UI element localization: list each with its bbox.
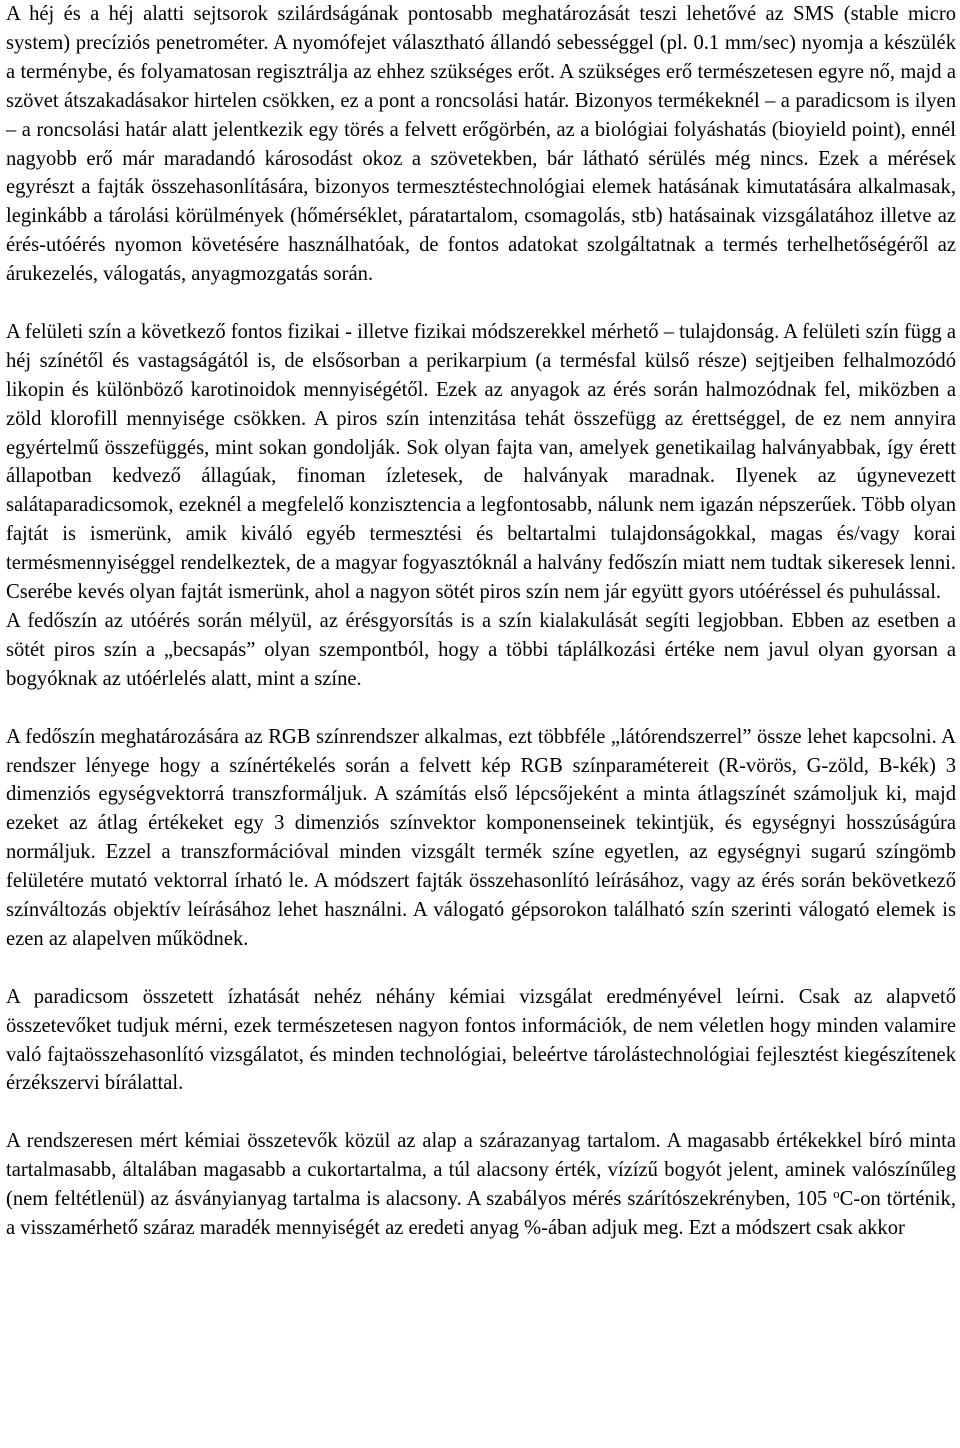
paragraph-dry-matter	[6, 1127, 956, 1243]
degree-superscript: o	[833, 1186, 840, 1202]
paragraph-penetrometer: A héj és a héj alatti sejtsorok szilárdságának pontosabb meghatározását teszi lehetővé az SMS (stable micro system) precíziós penetrométer. A nyomófejet választható állandó sebességgel (pl. 0.1 mm/sec) nyomja a készülék a terménybe, és folyamatosan regisztrálja az ehhez szükséges erőt. A szükséges erő természetesen egyre nő, majd a szövet átszakadásakor hirtelen csökken, ez a pont a roncsolási határ. Bizonyos termékeknél – a paradicsom is ilyen – a roncsolási határ alatt jelentkezik egy törés a felvett erőgörbén, az a biológiai folyáshatás (bioyield point), ennél nagyobb erő már maradandó károsodást okoz a szövetekben, bár látható sérülés még nincs. Ezek a mérések egyrészt a fajták összehasonlítására, bizonyos termesztéstechnológiai elemek hatásának kimutatására alkalmasak, leginkább a tárolási körülmények (hőmérséklet, páratartalom, csomagolás, stb) hatásainak vizsgálatához illetve az érés-utóérés nyomon követésére használhatóak, de fontos adatokat szolgáltatnak a termés terhelhetőségéről az árukezelés, válogatás, anyagmozgatás során.	[6, 3, 956, 286]
document-page	[6, 0, 956, 1243]
paragraph-gap	[6, 1098, 956, 1127]
paragraph-ripening-color: A fedőszín az utóérés során mélyül, az érésgyorsítás is a szín kialakulását segíti legjobban. Ebben az esetben a sötét piros szín a „becsapás” olyan szempontból, hogy a többi táplálkozási értéke nem javul olyan gyorsan a bogyóknak az utóérlelés alatt, mint a színe.	[6, 610, 956, 690]
paragraph-gap	[6, 694, 956, 723]
dry-matter-text-end: C-on történik, a visszamérhető száraz maradék mennyiségét az eredeti anyag %-ában adjuk meg. Ezt a módszert csak akkor	[6, 1188, 956, 1239]
paragraph-gap	[6, 289, 956, 318]
paragraph-rgb-method: A fedőszín meghatározására az RGB színrendszer alkalmas, ezt többféle „látórendszerrel” össze lehet kapcsolni. A rendszer lényege hogy a színértékelés során a felvett kép RGB színparamétereit (R-vörös, G-zöld, B-kék) 3 dimenziós egységvektorrá transzformáljuk. A számítás első lépcsőjeként a minta átlagszínét számoljuk ki, majd ezeket az átlag értékeket egy 3 dimenziós színvektor komponenseinek tekintjük, és egységnyi hosszúságúra normáljuk. Ezzel a transzformációval minden vizsgált termék színe egyetlen, az egységnyi sugarú színgömb felületére mutató vektorral írható le. A módszert fajták összehasonlító leírásához, vagy az érés során bekövetkező színváltozás objektív leírásához lehet használni. A válogató gépsorokon található szín szerinti válogató elemek is ezen az alapelven működnek.	[6, 725, 956, 950]
paragraph-surface-color: A felületi szín a következő fontos fizikai - illetve fizikai módszerekkel mérhető – tulajdonság. A felületi szín függ a héj színétől és vastagságától is, de elsősorban a perikarpium (a termésfal külső része) sejtjeiben felhalmozódó likopin és különböző karotinoidok mennyiségétől. Ezek az anyagok az érés során halmozódnak fel, miközben a zöld klorofill mennyisége csökken. A piros szín intenzitása tehát összefügg az érettséggel, de ez nem annyira egyértelmű összefüggés, mint sokan gondolják. Sok olyan fajta van, amelyek genetikailag halványabbak, így érett állapotban kedvező állagúak, finoman ízletesek, de halványak maradnak. Ilyenek az úgynevezett salátaparadicsomok, ezeknél a megfelelő konzisztencia a legfontosabb, nálunk nem igazán népszerűek. Több olyan fajtát is ismerünk, amik kiváló egyéb termesztési és beltartalmi tulajdonságokkal, magas és/vagy korai termésmennyiséggel rendelkeztek, de a magyar fogyasztóknál a halvány fedőszín miatt nem tudtak sikeresek lenni. Cserébe kevés olyan fajtát ismerünk, ahol a nagyon sötét piros szín nem jár együtt gyors utóéréssel és puhulással.	[6, 320, 956, 604]
paragraph-gap	[6, 954, 956, 983]
paragraph-taste: A paradicsom összetett ízhatását nehéz néhány kémiai vizsgálat eredményével leírni. Csak az alapvető összetevőket tudjuk mérni, ezek természetesen nagyon fontos információk, de nem véletlen hogy minden valamire való fajtaösszehasonlító vizsgálatot, és minden technológiai, beleértve tárolástechnológiai fejlesztést kiegészítenek érzékszervi bírálattal.	[6, 985, 956, 1095]
dry-matter-text-start: A rendszeresen mért kémiai összetevők közül az alap a szárazanyag tartalom. A magasabb értékekkel bíró minta tartalmasabb, általában magasabb a cukortartalma, a túl alacsony érték, vízízű bogyót jelent, aminek valószínűleg (nem feltétlenül) az ásványianyag tartalma is alacsony. A szabályos mérés szárítószekrényben, 105	[6, 1130, 956, 1211]
